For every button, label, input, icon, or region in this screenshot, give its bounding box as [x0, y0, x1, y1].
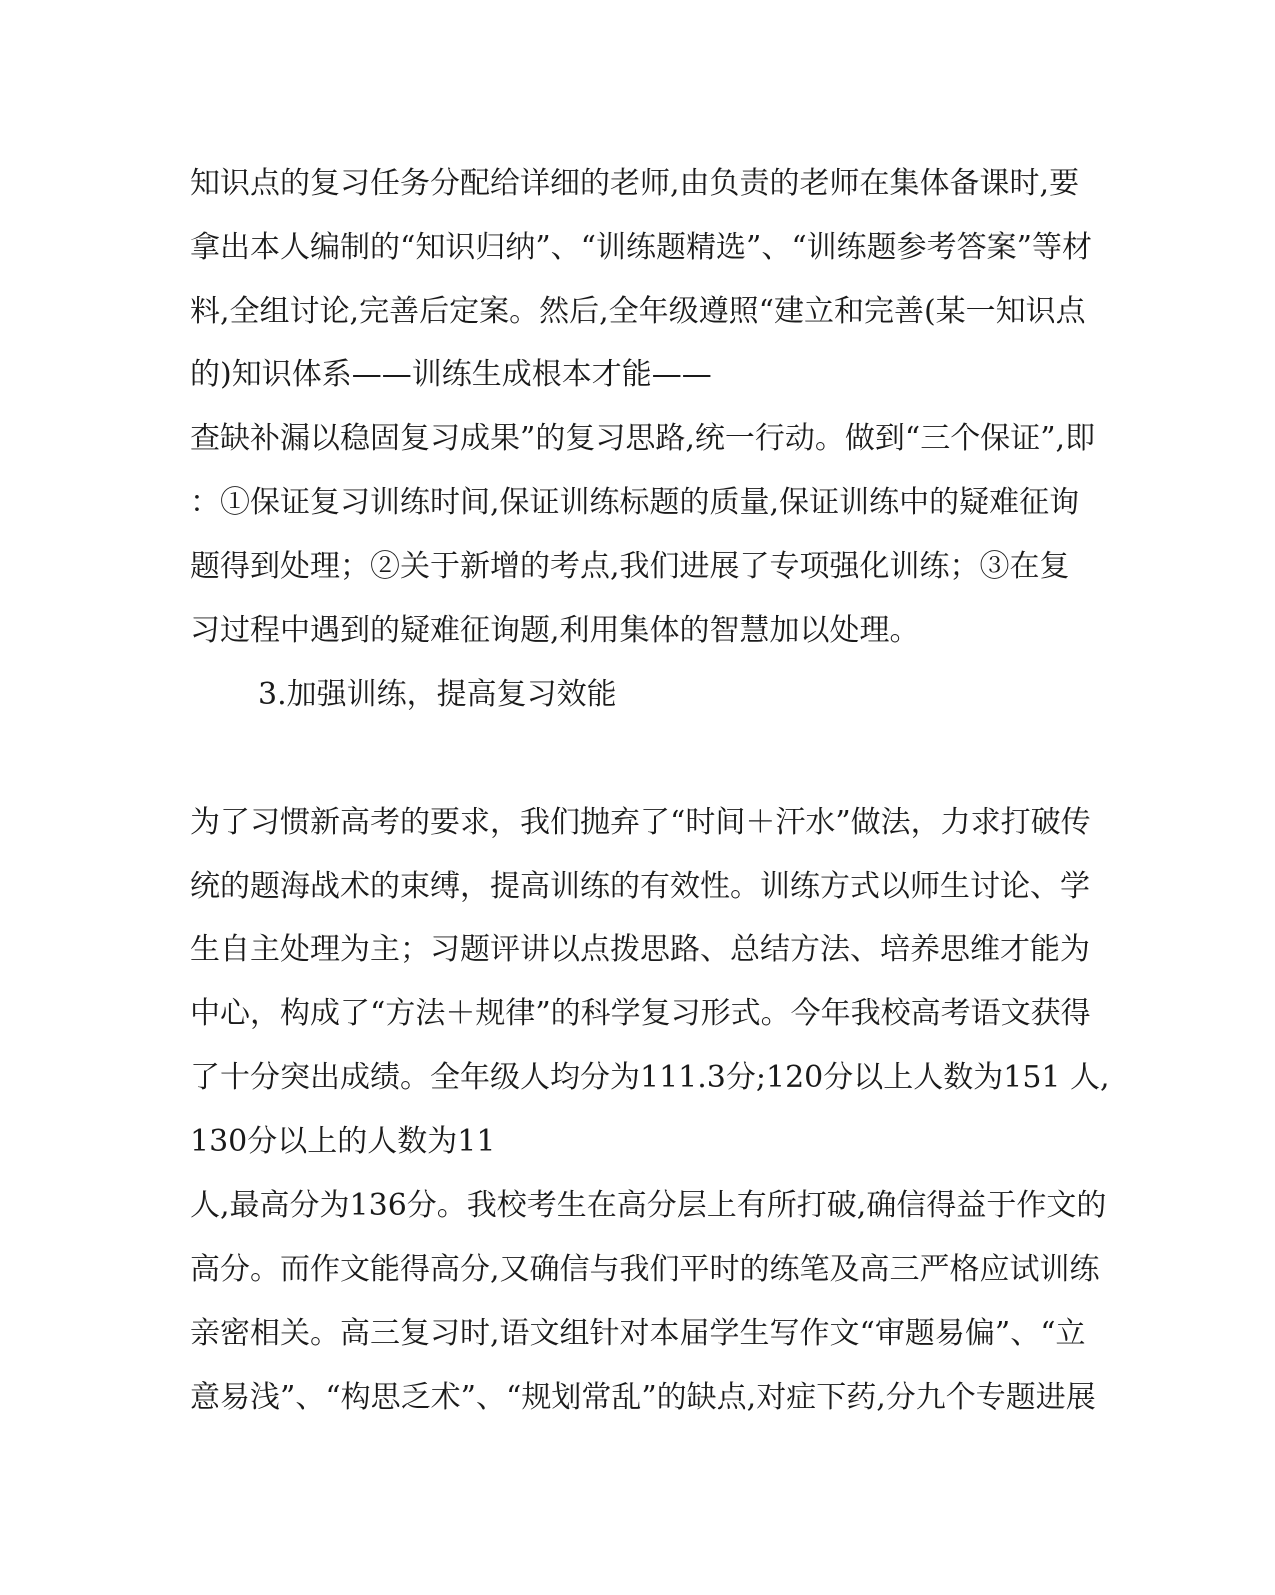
section-heading: 3.加强训练，提高复习效能: [258, 677, 617, 712]
text-line-14: 130分以上的人数为11: [190, 1124, 496, 1159]
text-line-9: 为了习惯新高考的要求，我们抛弃了“时间＋汗水”做法，力求打破传: [190, 805, 1091, 840]
text-line-7: 题得到处理；②关于新增的考点,我们进展了专项强化训练；③在复: [190, 549, 1070, 584]
text-line-4: 的)知识体系——训练生成根本才能——: [190, 357, 712, 392]
text-line-17: 亲密相关。高三复习时,语文组针对本届学生写作文“审题易偏”、“立: [190, 1316, 1086, 1351]
text-line-12: 中心，构成了“方法＋规律”的科学复习形式。今年我校高考语文获得: [190, 996, 1091, 1031]
text-line-2: 拿出本人编制的“知识归纳”、“训练题精选”、“训练题参考答案”等材: [190, 230, 1093, 265]
text-line-11: 生自主处理为主；习题评讲以点拨思路、总结方法、培养思维才能为: [190, 932, 1090, 967]
text-line-13: 了十分突出成绩。全年级人均分为111.3分;120分以上人数为151 人,: [190, 1060, 1110, 1095]
text-line-5: 查缺补漏以稳固复习成果”的复习思路,统一行动。做到“三个保证”,即: [190, 421, 1096, 456]
text-line-6: ：①保证复习训练时间,保证训练标题的质量,保证训练中的疑难征询: [190, 485, 1080, 520]
text-line-16: 高分。而作文能得高分,又确信与我们平时的练笔及高三严格应试训练: [190, 1252, 1100, 1287]
text-line-15: 人,最高分为136分。我校考生在高分层上有所打破,确信得益于作文的: [190, 1188, 1107, 1223]
text-line-1: 知识点的复习任务分配给详细的老师,由负责的老师在集体备课时,要: [190, 166, 1080, 201]
text-line-18: 意易浅”、“构思乏术”、“规划常乱”的缺点,对症下药,分九个专题进展: [190, 1380, 1096, 1415]
text-line-3: 料,全组讨论,完善后定案。然后,全年级遵照“建立和完善(某一知识点: [190, 294, 1086, 329]
text-line-8: 习过程中遇到的疑难征询题,利用集体的智慧加以处理。: [190, 613, 920, 648]
text-line-10: 统的题海战术的束缚，提高训练的有效性。训练方式以师生讨论、学: [190, 869, 1090, 904]
